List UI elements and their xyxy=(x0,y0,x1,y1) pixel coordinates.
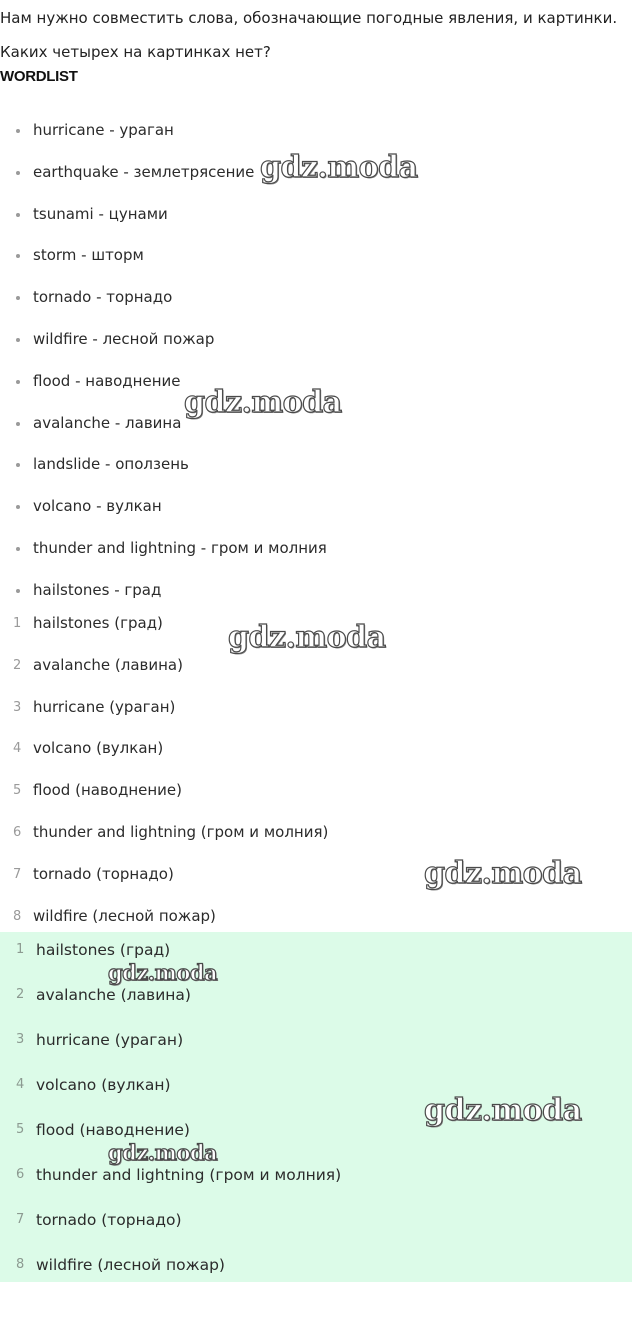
wordlist-item: tsunami - цунами xyxy=(0,194,632,236)
match-item xyxy=(0,687,632,729)
item-number: 7 xyxy=(16,1212,25,1227)
match-item xyxy=(0,645,632,687)
item-number: 2 xyxy=(16,987,25,1002)
item-number: 2 xyxy=(13,657,22,673)
task-line-1: Нам нужно совместить слова, обозначающие погодные явления, и картинки. xyxy=(0,9,618,27)
item-number: 4 xyxy=(13,741,22,757)
matches-list xyxy=(0,603,632,937)
item-number: 6 xyxy=(13,824,22,840)
wordlist-item: volcano - вулкан xyxy=(0,486,632,528)
item-number: 1 xyxy=(16,942,25,957)
answer-item xyxy=(0,1247,632,1292)
wordlist-item: landslide - оползень xyxy=(0,444,632,486)
wordlist-heading: WORDLIST xyxy=(0,68,78,85)
item-text: avalanche (лавина) xyxy=(33,655,183,674)
item-number: 8 xyxy=(16,1257,25,1272)
wordlist-item: wildfire - лесной пожар xyxy=(0,319,632,361)
item-text: thunder and lightning (гром и молния) xyxy=(36,1166,342,1184)
item-text: hailstones (град) xyxy=(36,941,171,959)
answer-list xyxy=(0,932,632,1292)
answer-item xyxy=(0,1022,632,1067)
item-text: hurricane (ураган) xyxy=(33,697,176,716)
item-number: 3 xyxy=(16,1032,25,1047)
item-text: hailstones (град) xyxy=(33,614,163,632)
wordlist-item: hailstones - град xyxy=(0,570,632,612)
answer-item xyxy=(0,1112,632,1157)
wordlist xyxy=(0,110,632,612)
item-number: 6 xyxy=(16,1167,25,1182)
watermark: gdz.moda xyxy=(424,1093,582,1128)
item-text: wildfire (лесной пожар) xyxy=(36,1256,225,1274)
item-text: volcano (вулкан) xyxy=(36,1076,171,1094)
item-text: tornado (торнадо) xyxy=(36,1211,182,1229)
item-number: 8 xyxy=(13,908,22,924)
item-number: 3 xyxy=(13,699,22,715)
item-text: flood (наводнение) xyxy=(33,781,183,800)
item-text: tornado (торнадо) xyxy=(33,864,174,883)
watermark: gdz.moda xyxy=(108,1140,218,1165)
task-description xyxy=(0,0,632,68)
wordlist-item: thunder and lightning - гром и молния xyxy=(0,528,632,570)
item-text: wildfire (лесной пожар) xyxy=(33,906,216,925)
item-number: 5 xyxy=(13,783,22,799)
wordlist-item: hurricane - ураган xyxy=(0,110,632,152)
item-number: 1 xyxy=(13,616,22,631)
wordlist-item: earthquake - землетрясение xyxy=(0,152,632,194)
item-text: hurricane (ураган) xyxy=(36,1031,184,1049)
watermark: gdz.moda xyxy=(228,620,386,655)
match-item xyxy=(0,603,632,645)
answer-item xyxy=(0,932,632,977)
answer-item xyxy=(0,1202,632,1247)
item-number: 7 xyxy=(13,866,22,882)
item-text: thunder and lightning (гром и молния) xyxy=(33,822,329,841)
answer-item xyxy=(0,977,632,1022)
answer-box xyxy=(0,932,632,1282)
watermark: gdz.moda xyxy=(424,856,582,891)
match-item xyxy=(0,728,632,770)
item-text: volcano (вулкан) xyxy=(33,739,164,758)
item-text: avalanche (лавина) xyxy=(36,986,191,1004)
watermark: gdz.moda xyxy=(108,960,218,985)
wordlist-item: storm - шторм xyxy=(0,235,632,277)
task-line-2: Каких четырех на картинках нет? xyxy=(0,43,271,61)
item-number: 4 xyxy=(16,1077,25,1092)
wordlist-item: avalanche - лавина xyxy=(0,403,632,445)
match-item xyxy=(0,854,632,896)
watermark: gdz.moda xyxy=(184,385,342,420)
watermark: gdz.moda xyxy=(260,150,418,185)
answer-item xyxy=(0,1157,632,1202)
item-text: flood (наводнение) xyxy=(36,1121,190,1139)
item-number: 5 xyxy=(16,1122,25,1137)
wordlist-item: tornado - торнадо xyxy=(0,277,632,319)
match-item xyxy=(0,812,632,854)
wordlist-item: flood - наводнение xyxy=(0,361,632,403)
answer-item xyxy=(0,1067,632,1112)
match-item xyxy=(0,770,632,812)
